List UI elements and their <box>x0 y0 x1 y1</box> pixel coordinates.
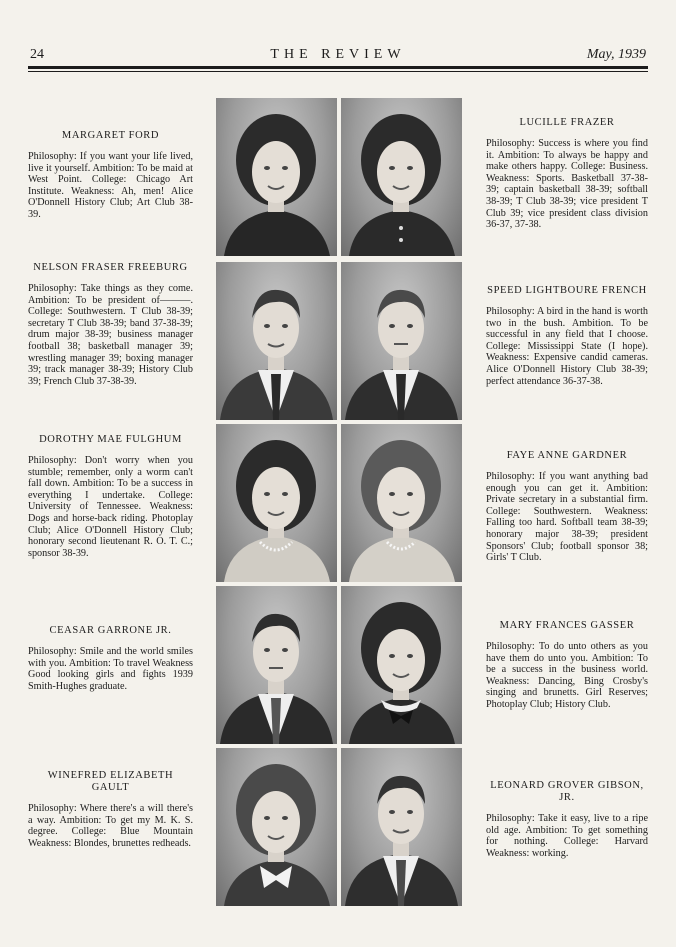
student-entry-faye-gardner <box>486 450 648 564</box>
student-name: SPEED LIGHTBOURE FRENCH <box>487 285 647 296</box>
student-name: NELSON FRASER FREEBURG <box>33 262 188 273</box>
student-name: LEONARD GROVER GIBSON, JR. <box>490 780 644 803</box>
student-entry-nelson-freeburg <box>28 262 193 387</box>
portrait-photo-nelson-freeburg <box>216 262 337 420</box>
portrait-photo-dorothy-fulghum <box>216 424 337 582</box>
header-rule-thick <box>28 66 648 69</box>
student-name: FAYE ANNE GARDNER <box>506 450 628 461</box>
student-bio: Philosophy: Smile and the world smiles with you. Ambition: To travel Weakness Good looking girls and fights 1939 Smith-Hughes graduate. <box>28 646 193 692</box>
portrait-photo-leonard-gibson <box>341 748 462 906</box>
student-bio: Philosophy: Take it easy, live to a ripe old age. Ambition: To get something for nothing. College: Harvard Weakness: working. <box>486 813 648 859</box>
student-entry-leonard-gibson <box>486 780 648 859</box>
student-entry-margaret-ford <box>28 130 193 221</box>
publication-title: THE REVIEW <box>270 47 406 62</box>
portrait-photo-margaret-ford <box>216 98 337 256</box>
student-bio: Philosophy: Take things as they come. Ambition: To be president of———. College: Southwestern. T Club 38-39; secretary T Club 38-39; band 37-38-39; drum major 38-39; business manager football 38; basketball manager 39; wrestling manager 39; boxing manager 39; track manager 38-39; History Club 39; French Club 37-38-39. <box>28 283 193 387</box>
student-name: WINEFRED ELIZABETH GAULT <box>47 770 174 793</box>
portrait-photo-ceasar-garrone <box>216 586 337 744</box>
student-entry-speed-french <box>486 285 648 387</box>
student-entry-mary-gasser <box>486 620 648 711</box>
student-bio: Philosophy: To do unto others as you have them do unto you. Ambition: To be a success in the business world. Weakness: Dancing, Bing Crosby's singing and brunetts. Girl Reserves; Photoplay Club; History Club. <box>486 641 648 710</box>
page-number: 24 <box>30 47 44 62</box>
header-rule-thin <box>28 71 648 72</box>
student-entry-dorothy-fulghum <box>28 434 193 559</box>
page-header <box>28 44 648 66</box>
student-name: DOROTHY MAE FULGHUM <box>39 434 182 445</box>
student-entry-winefred-gault <box>28 770 193 849</box>
student-bio: Philosophy: If you want anything bad enough you can get it. Ambition: Private secretary in a substantial firm. College: Southwestern. Weakness: Falling too hard. Softball team 38-39; honorary major 38-39; president Sponsors' Club; football sponsor 38; Girls' T Club. <box>486 471 648 564</box>
student-entry-lucille-frazer <box>486 117 648 231</box>
portrait-photo-lucille-frazer <box>341 98 462 256</box>
student-name: MARY FRANCES GASSER <box>499 620 635 631</box>
student-name: MARGARET FORD <box>61 130 160 141</box>
student-bio: Philosophy: Success is where you find it. Ambition: To always be happy and make others happy. College: Business. Weakness: Sports. Basketball 37-38-39; captain basketball 38-39; softball 38-39; T Club 38-39; vice president T Club 39; vice president class division 36-37, 37-38. <box>486 138 648 231</box>
portrait-photo-faye-gardner <box>341 424 462 582</box>
student-bio: Philosophy: If you want your life lived, live it yourself. Ambition: To be maid at West Point. College: Chicago Art Institute. Weakness: Ah, men! Alice O'Donnell History Club; Art Club 38-39. <box>28 151 193 220</box>
issue-date: May, 1939 <box>586 47 646 62</box>
student-bio: Philosophy: Where there's a will there's a way. Ambition: To get my M. K. S. degree. College: Blue Mountain Weakness: Blondes, brunettes redheads. <box>28 803 193 849</box>
portrait-photo-mary-gasser <box>341 586 462 744</box>
student-bio: Philosophy: A bird in the hand is worth two in the bush. Ambition. To be successful in any field that I choose. College: Mississippi State (I hope). Weakness: Expensive candid cameras. Alice O'Donnell History Club 38-39; perfect attendance 36-37-38. <box>486 306 648 387</box>
student-entry-ceasar-garrone <box>28 625 193 692</box>
student-bio: Philosophy: Don't worry when you stumble; remember, only a worm can't fall down. Ambition: To be a success in everything I undertake. College: University of Tennessee. Weakness: Dogs and horse-back riding. Photoplay Club; Alice O'Donnell History Club; honorary second lieutenant R. O. T. C.; sponsor 38-39. <box>28 455 193 559</box>
student-name: LUCILLE FRAZER <box>519 117 615 128</box>
portrait-photo-winefred-gault <box>216 748 337 906</box>
student-name: CEASAR GARRONE JR. <box>49 625 172 636</box>
portrait-photo-speed-french <box>341 262 462 420</box>
